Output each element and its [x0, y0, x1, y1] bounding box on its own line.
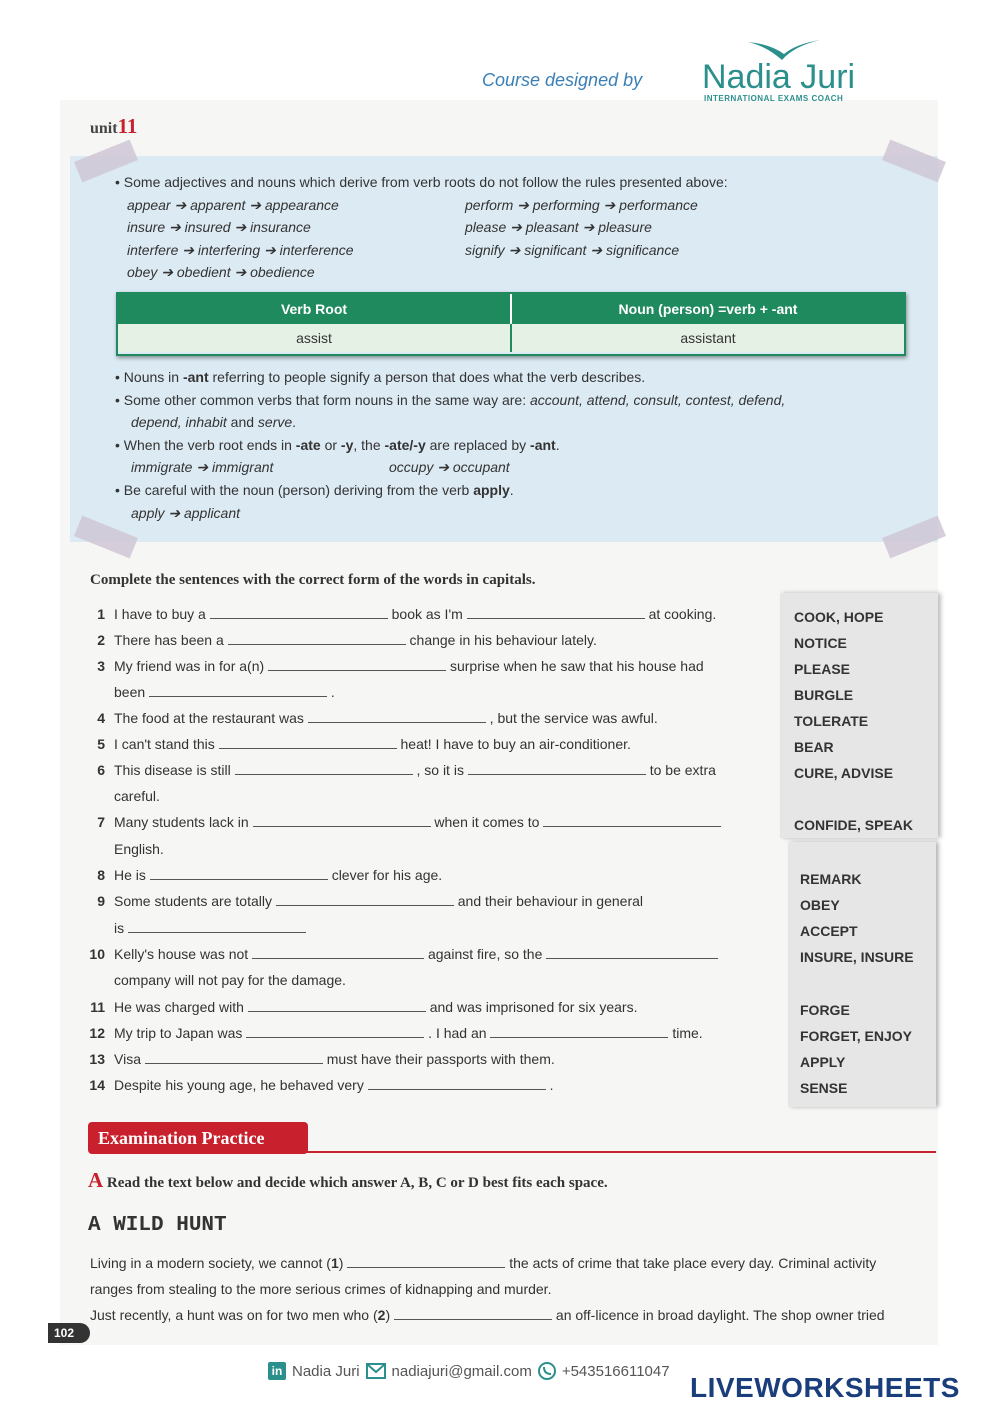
sentence-6: This disease is still , so it is to be extra: [114, 762, 716, 778]
answer-blank[interactable]: [347, 1255, 505, 1268]
answer-blank[interactable]: [145, 1051, 323, 1064]
linkedin-icon: in: [268, 1362, 286, 1380]
answer-blank[interactable]: [276, 893, 454, 906]
verb-table-header: Noun (person) =verb + -ant: [618, 301, 798, 317]
capital-word: INSURE, INSURE: [800, 949, 914, 965]
capital-word: SENSE: [800, 1080, 848, 1096]
answer-blank[interactable]: [228, 632, 406, 645]
verb-table-header: Verb Root: [118, 294, 512, 324]
sentence-1: I have to buy a book as I'm at cooking.: [114, 606, 717, 622]
capital-word: REMARK: [800, 871, 862, 887]
exam-instruction: A Read the text below and decide which answer A, B, C or D best fits each space.: [88, 1168, 608, 1192]
text-heading: A WILD HUNT: [88, 1214, 227, 1237]
answer-blank[interactable]: [219, 736, 397, 749]
answer-blank[interactable]: [210, 606, 388, 619]
answer-blank[interactable]: [467, 606, 645, 619]
sentence-9: Some students are totally and their behaviour in general: [114, 893, 644, 909]
footer-phone: +543516611047: [561, 1362, 670, 1380]
capital-word: OBEY: [800, 897, 840, 913]
exercise-sentences: 1 2 3 4 5 6 7 8 9 10 11 12 13 14 I have to buy a book as I'm at cooking. There has been a change in his behaviour lately. My friend was in for a(n) surprise when he saw that his house had been . The food at the restaurant was , but the service was awful. I can't stand this heat! I have to buy an air-conditioner. This disease is still , so it is to be extra careful. Many students lack in when it comes to English. He is clever for his age. Some students are totally and their behaviour in general is Kelly's house was not against fire, so the company will not pay for the damage. He was charged with and was imprisoned for six years. My trip to Japan was . I had an time. Visa must have their passports with them. Despite his young age, he behaved very . COOK, HOPE NOTICE PLEASE BURGLE TOLERATE BEAR CURE, ADVISE CONFIDE, SPEAK REMARK OBEY ACCEPT INSURE, INSURE FORGE FORGET, ENJOY APPLY SENSE: [89, 606, 914, 1096]
answer-blank[interactable]: [150, 867, 328, 880]
capital-word: TOLERATE: [794, 713, 869, 729]
sentence-7: Many students lack in when it comes to: [114, 814, 721, 830]
capital-word: PLEASE: [794, 661, 851, 677]
sentence-12: My trip to Japan was . I had an time.: [114, 1025, 703, 1041]
capital-word: NOTICE: [794, 635, 847, 651]
capital-word: APPLY: [800, 1054, 846, 1070]
capital-word: FORGET, ENJOY: [800, 1028, 913, 1044]
sentence-3: My friend was in for a(n) surprise when he saw that his house had: [114, 658, 704, 674]
footer-name: Nadia Juri: [292, 1362, 360, 1380]
note-item: • Nouns in -ant referring to people signify a person that does what the verb describes.: [115, 369, 646, 385]
capital-word: CURE, ADVISE: [794, 765, 894, 781]
brand-name: Nadia Juri: [702, 58, 856, 96]
unit-label: unit11: [90, 114, 138, 138]
mail-icon: [366, 1363, 386, 1379]
sentence-8: He is clever for his age.: [114, 867, 443, 883]
unit-number: 11: [117, 114, 138, 138]
answer-blank[interactable]: [308, 710, 486, 723]
note-item: • Some other common verbs that form nouns in the same way are: account, attend, consult, contest, defend,: [115, 391, 786, 408]
notes-list: • Nouns in -ant referring to people signify a person that does what the verb describes. • Some other common verbs that form nouns in the same way are: account, attend, consult, contest, defend, depend, inhabit and serve. • When the verb root ends in -ate or -y, the -ate/-y are replaced by -ant. immigrate ➔ immigrant occupy ➔ occupant • Be careful with the noun (person) deriving from the verb apply. apply ➔ applicant: [115, 366, 885, 524]
verb-table-cell: assistant: [680, 330, 736, 346]
answer-blank[interactable]: [128, 920, 306, 933]
answer-blank[interactable]: [543, 814, 721, 827]
footer: [268, 1362, 670, 1380]
footer-email[interactable]: nadiajuri@gmail.com: [391, 1362, 532, 1380]
rules-list: • Some adjectives and nouns which derive from verb roots do not follow the rules presented above: appear ➔ apparent ➔ appearance perform ➔ performing ➔ performance insure ➔ insured ➔ insurance please ➔ pleasant ➔ pleasure interfere ➔ interfering ➔ interference signify ➔ significant ➔ significance obey ➔ obedient ➔ obedience: [115, 171, 728, 284]
course-label: Course designed by: [482, 70, 643, 90]
sentence-5: I can't stand this heat! I have to buy an air-conditioner.: [114, 736, 631, 752]
capital-word: COOK, HOPE: [794, 609, 884, 625]
answer-blank[interactable]: [546, 946, 718, 959]
answer-blank[interactable]: [368, 1077, 546, 1090]
capital-word: BURGLE: [794, 687, 854, 703]
exam-practice-title: Examination Practice: [88, 1122, 308, 1154]
capital-word: ACCEPT: [800, 923, 858, 939]
capital-word: CONFIDE, SPEAK: [794, 817, 914, 833]
rules-intro: • Some adjectives and nouns which derive from verb roots do not follow the rules presented above:: [115, 174, 728, 190]
answer-blank[interactable]: [149, 684, 327, 697]
divider: [300, 1151, 936, 1153]
answer-blank[interactable]: [468, 762, 646, 775]
exam-text: Living in a modern society, we cannot (1) the acts of crime that take place every day. Criminal activity ranges from stealing to the more serious crimes of kidnapping and murder. Just recently, a hunt was on for two men who (2) an off-licence in broad daylight. The shop owner tried: [90, 1255, 885, 1323]
answer-blank[interactable]: [253, 814, 431, 827]
verb-table-cell: assist: [118, 324, 512, 352]
answer-blank[interactable]: [490, 1025, 668, 1038]
sentence-14: Despite his young age, he behaved very .: [114, 1077, 554, 1093]
answer-blank[interactable]: [248, 999, 426, 1012]
note-item: • When the verb root ends in -ate or -y, the -ate/-y are replaced by -ant.: [115, 436, 560, 453]
brand-subtitle: INTERNATIONAL EXAMS COACH: [704, 94, 844, 103]
sentence-4: The food at the restaurant was , but the service was awful.: [114, 710, 658, 726]
answer-blank[interactable]: [235, 762, 413, 775]
capital-word: BEAR: [794, 739, 834, 755]
sentence-13: Visa must have their passports with them.: [114, 1051, 555, 1067]
capital-word: FORGE: [800, 1002, 850, 1018]
answer-blank[interactable]: [394, 1307, 552, 1320]
liveworksheets-logo: LIVEWORKSHEETS: [690, 1372, 960, 1403]
sentence-11: He was charged with and was imprisoned for six years.: [114, 999, 638, 1015]
note-item: • Be careful with the noun (person) deriving from the verb apply.: [115, 481, 514, 498]
page-number: 102: [48, 1323, 90, 1343]
exercise-instruction: Complete the sentences with the correct form of the words in capitals.: [90, 572, 536, 588]
sentence-2: There has been a change in his behaviour lately.: [114, 632, 597, 648]
sentence-10: Kelly's house was not against fire, so the: [114, 946, 718, 962]
answer-blank[interactable]: [252, 946, 424, 959]
answer-blank[interactable]: [268, 658, 446, 671]
phone-icon: [538, 1362, 556, 1380]
answer-blank[interactable]: [246, 1025, 424, 1038]
